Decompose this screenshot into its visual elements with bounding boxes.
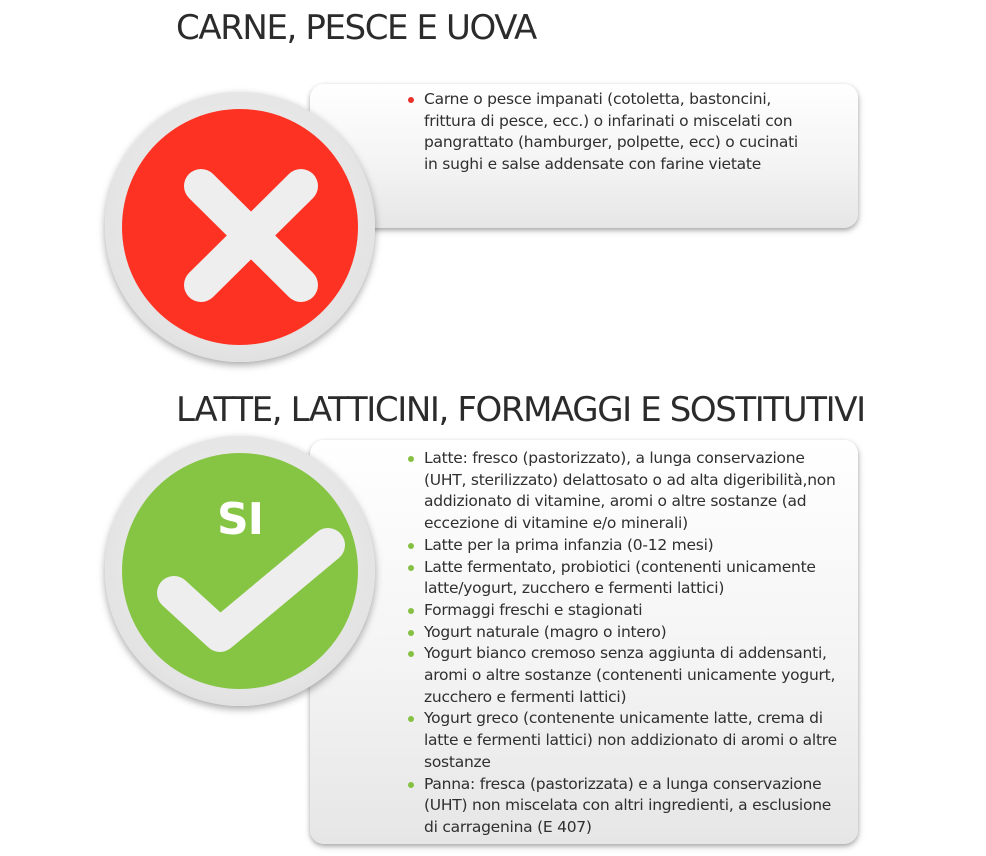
list-item: Formaggi freschi e stagionati	[408, 600, 848, 622]
list-item: Latte fermentato, probiotici (contenenti unicamente latte/yogurt, zucchero e fermenti lattici)	[408, 557, 848, 600]
cross-icon	[122, 109, 358, 345]
list-item: Latte: fresco (pastorizzato), a lunga conservazione (UHT, sterilizzato) delattosato o ad alta digeribilità,non addizionato di vitamine, aromi o altre sostanze (ad eccezione di vitamine e/o minerali)	[408, 448, 848, 535]
card-carne	[310, 84, 858, 228]
list-item: Yogurt bianco cremoso senza aggiunta di addensanti, aromi o altre sostanze (contenenti unicamente yogurt, zucchero e fermenti lattici)	[408, 643, 848, 708]
badge-yes-circle	[122, 453, 358, 689]
list-item: Latte per la prima infanzia (0-12 mesi)	[408, 535, 848, 557]
section-title-carne: CARNE, PESCE E UOVA	[176, 8, 536, 48]
list-latte	[408, 448, 848, 839]
list-item: Yogurt naturale (magro o intero)	[408, 622, 848, 644]
badge-no-circle	[122, 109, 358, 345]
badge-yes	[105, 436, 375, 706]
check-icon	[122, 453, 358, 689]
badge-si-label: SI	[216, 494, 264, 545]
list-item: Panna: fresca (pastorizzata) e a lunga conservazione (UHT) non miscelata con altri ingredienti, a esclusione di carragenina (E 407)	[408, 774, 848, 839]
section-title-latte: LATTE, LATTICINI, FORMAGGI E SOSTITUTIVI	[176, 390, 865, 430]
card-latte	[310, 440, 858, 844]
list-item: Carne o pesce impanati (cotoletta, bastoncini, frittura di pesce, ecc.) o infarinati o miscelati con pangrattato (hamburger, polpette, ecc) o cucinati in sughi e salse addensate con farine vietate	[408, 89, 798, 176]
list-item: Yogurt greco (contenente unicamente latte, crema di latte e fermenti lattici) non addizionato di aromi o altre sostanze	[408, 708, 848, 773]
list-carne	[408, 89, 798, 176]
badge-no	[105, 92, 375, 362]
